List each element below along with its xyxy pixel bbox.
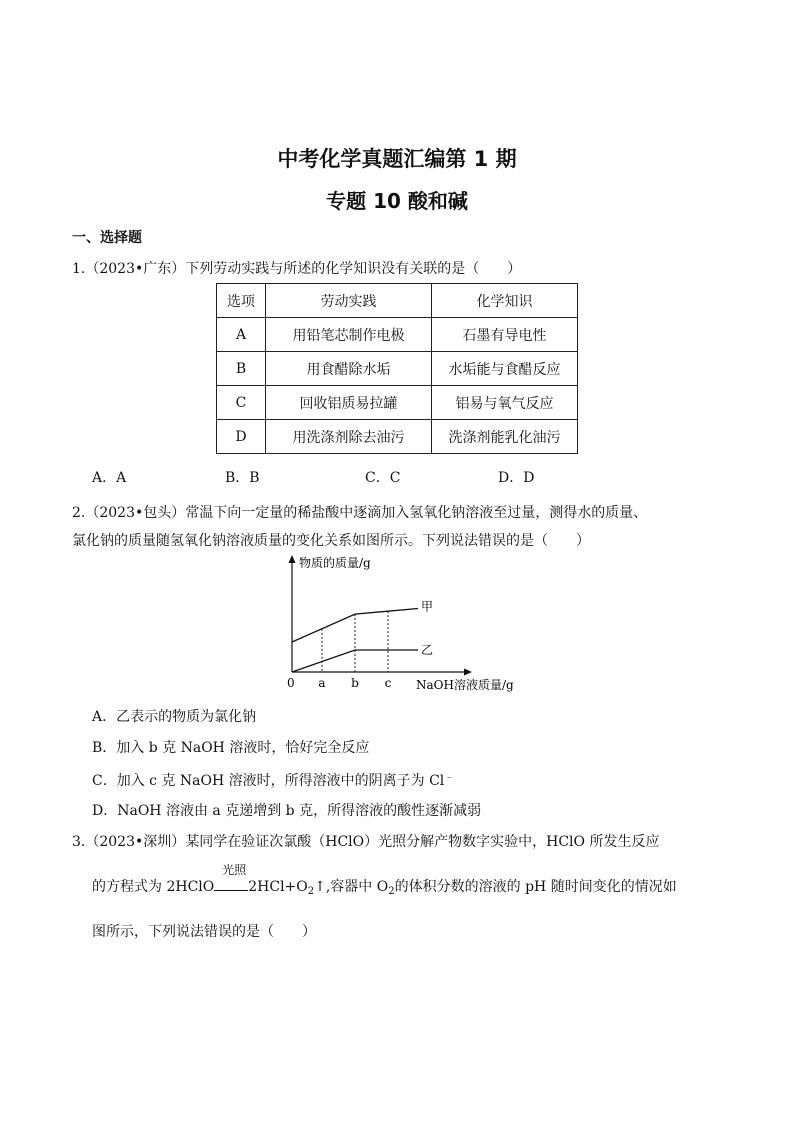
o2-subscript: 2 — [307, 886, 315, 897]
table-cell: 铝易与氧气反应 — [432, 386, 578, 420]
question-2-option-c — [92, 768, 454, 790]
equation-prefix: 的方程式为 2HClO — [92, 879, 215, 895]
x-tick-0: 0 — [287, 676, 295, 690]
x-axis-arrow — [464, 669, 472, 676]
question-2-option-d: D．NaOH 溶液由 a 克递增到 b 克，所得溶液的酸性逐渐减弱 — [92, 803, 482, 819]
series-line-yi — [292, 650, 418, 672]
option-c-text: C．加入 c 克 NaOH 溶液时，所得溶液中的阴离子为 Cl — [92, 773, 445, 789]
series-label-jia: 甲 — [421, 599, 434, 614]
o2-subscript-2: 2 — [388, 886, 395, 897]
table-cell: C — [217, 386, 266, 420]
question-2-stem-line-2: 氯化钠的质量随氢氧化钠溶液质量的变化关系如图所示。下列说法错误的是（ ） — [72, 533, 590, 549]
question-1-stem: 1.（2023•广东）下列劳动实践与所述的化学知识没有关联的是（ ） — [72, 261, 522, 277]
option-d: D．D — [498, 470, 535, 486]
option-c-superscript: ﹣ — [444, 772, 455, 783]
question-3-equation-line — [92, 863, 677, 897]
table-cell: 用铅笔芯制作电极 — [266, 318, 432, 352]
page-title: 中考化学真题汇编第 1 期 — [277, 147, 517, 171]
question-2-option-a: A．乙表示的物质为氯化钠 — [92, 709, 257, 725]
equation-suffix-1: ,容器中 O — [325, 879, 389, 895]
table-cell: 洗涤剂能乳化油污 — [432, 420, 578, 454]
x-tick-b: b — [351, 676, 359, 690]
x-tick-c: c — [384, 676, 392, 690]
condition-text: 光照 — [222, 863, 247, 877]
reaction-arrow-bar — [214, 880, 248, 891]
table-cell: 石墨有导电性 — [432, 318, 578, 352]
question-3-stem-line-1: 3.（2023•深圳）某同学在验证次氯酸（HClO）光照分解产物数字实验中，HClO 所发生反应 — [72, 834, 660, 850]
section-heading: 一、选择题 — [72, 230, 142, 246]
y-axis-arrow — [289, 555, 296, 563]
table-cell: 用食醋除水垢 — [266, 352, 432, 386]
question-1-table — [216, 283, 578, 454]
equation-products: 2HCl+O — [248, 879, 308, 895]
option-a: A．A — [92, 470, 127, 486]
table-header-cell: 劳动实践 — [266, 284, 432, 318]
question-3-stem-line-3: 图所示，下列说法错误的是（ ） — [92, 924, 316, 940]
table-header-cell: 选项 — [217, 284, 266, 318]
table-row — [217, 420, 578, 454]
table-cell: D — [217, 420, 266, 454]
reaction-condition — [214, 863, 248, 895]
equation-suffix-2: 的体积分数的溶液的 pH 随时间变化的情况如 — [394, 879, 677, 895]
x-axis-label: NaOH溶液质量/g — [416, 678, 514, 692]
option-b: B．B — [225, 470, 260, 486]
gas-arrow: ↑ — [314, 879, 326, 895]
table-row — [217, 318, 578, 352]
table-cell: 用洗涤剂除去油污 — [266, 420, 432, 454]
table-cell: A — [217, 318, 266, 352]
table-row — [217, 386, 578, 420]
table-header-row — [217, 284, 578, 318]
table-header-cell: 化学知识 — [432, 284, 578, 318]
y-axis-label: 物质的质量/g — [299, 556, 371, 570]
question-2-stem-line-1: 2.（2023•包头）常温下向一定量的稀盐酸中逐滴加入氢氧化钠溶液至过量，测得水的质量、 — [72, 505, 648, 521]
table-cell: B — [217, 352, 266, 386]
question-2-option-b: B．加入 b 克 NaOH 溶液时，恰好完全反应 — [92, 740, 370, 756]
x-tick-a: a — [318, 676, 326, 690]
page-subtitle: 专题 10 酸和碱 — [326, 189, 468, 213]
table-cell: 水垢能与食醋反应 — [432, 352, 578, 386]
table-row — [217, 352, 578, 386]
series-label-yi: 乙 — [421, 643, 434, 658]
table-cell: 回收铝质易拉罐 — [266, 386, 432, 420]
series-line-jia — [292, 609, 418, 642]
question-2-chart — [270, 553, 540, 698]
option-c: C．C — [365, 470, 401, 486]
